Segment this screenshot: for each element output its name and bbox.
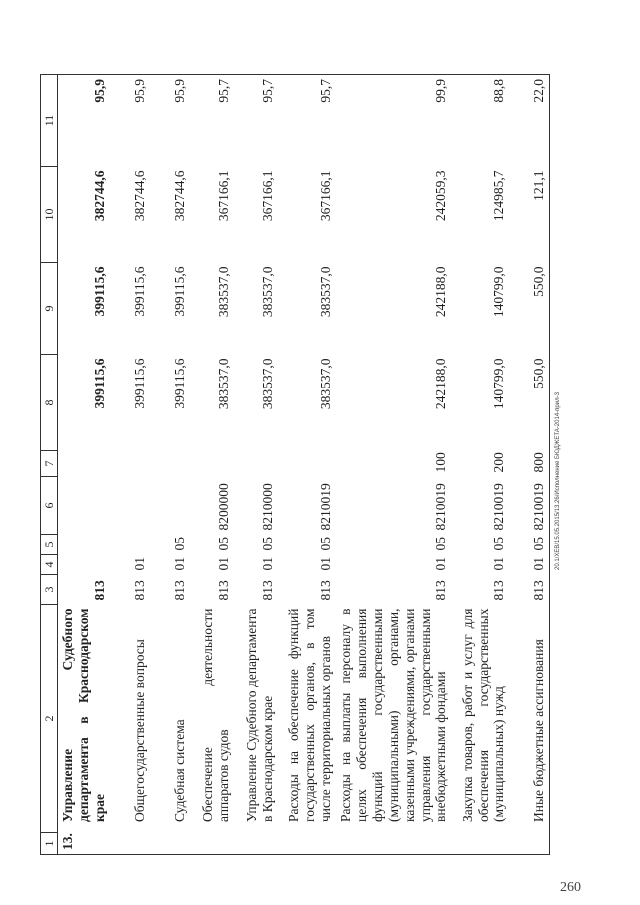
row-name-text: Иные бюджетные ассигнования <box>530 639 546 822</box>
header-cell: 6 <box>41 477 58 535</box>
planned-amount-cell: 399115,6 <box>132 266 147 317</box>
row-number: 13. <box>60 833 76 850</box>
approved-amount-cell: 383537,0 <box>216 358 231 410</box>
table-row <box>336 75 451 855</box>
row-name-cell <box>150 605 190 855</box>
planned-amount-cell: 242188,0 <box>433 266 449 318</box>
row-name-text: Управление Судебного департамента в Краснодарском крае <box>60 608 107 822</box>
row-name-cell <box>509 605 549 855</box>
planned-amount-cell: 383537,0 <box>260 266 275 318</box>
row-name-cell <box>278 605 336 855</box>
header-cell: 1 <box>41 833 58 855</box>
row-number <box>200 822 232 850</box>
row-name-cell <box>110 605 150 855</box>
subsection-code-cell: 05 <box>260 537 275 551</box>
execution-percent-cell: 95,7 <box>278 75 336 167</box>
table-row <box>110 75 150 855</box>
executed-amount-cell: 382744,6 <box>92 170 107 222</box>
table-body <box>58 75 550 855</box>
expense-type-cell <box>58 451 110 477</box>
row-name-text: Расходы на обеспечение функций государственных органов, в том числе территориальных органов <box>286 608 333 822</box>
section-code-cell: 01 <box>433 557 449 571</box>
target-article-cell: 8210019 <box>509 477 549 535</box>
admin-code-cell: 813 <box>260 580 275 601</box>
row-number <box>460 822 508 850</box>
table-row <box>451 75 509 855</box>
row-name-cell <box>190 605 234 855</box>
approved-amount-cell: 399115,6 <box>172 358 187 409</box>
admin-code-cell: 813 <box>172 580 187 601</box>
subsection-code-cell: 05 <box>509 535 549 555</box>
subsection-code-cell: 05 <box>216 537 231 551</box>
row-name-text: Обеспечение деятельности аппаратов судов <box>200 608 231 822</box>
executed-amount-cell: 121,1 <box>509 167 549 263</box>
admin-code-cell: 813 <box>216 580 231 601</box>
row-name-text: Судебная система <box>172 719 187 822</box>
header-cell: 10 <box>41 167 58 263</box>
approved-amount-cell: 140799,0 <box>491 358 507 410</box>
execution-percent-cell: 22,0 <box>509 75 549 167</box>
table-row <box>234 75 278 855</box>
row-number <box>172 822 188 850</box>
planned-amount-cell: 550,0 <box>509 263 549 355</box>
admin-code-cell: 813 <box>509 575 549 605</box>
rotated-budget-table-page <box>40 75 546 855</box>
target-article-cell: 8210019 <box>318 483 333 531</box>
target-article-cell: 8200000 <box>216 483 231 531</box>
expense-type-cell: 200 <box>491 452 507 473</box>
row-name-cell <box>234 605 278 855</box>
expense-type-cell: 800 <box>509 451 549 477</box>
header-cell: 4 <box>41 555 58 575</box>
header-cell: 9 <box>41 263 58 355</box>
row-name-cell <box>58 605 110 855</box>
document-footer-code: 20.1/ХЕВ/15.05.2015/13.26/Исполнение БЮДЖЕТА-2014-прил-3 <box>555 392 561 570</box>
subsection-code-cell: 05 <box>433 537 449 551</box>
executed-amount-cell: 242059,3 <box>433 170 449 222</box>
admin-code-cell: 813 <box>132 580 147 601</box>
planned-amount-cell: 140799,0 <box>491 266 507 318</box>
table-row <box>509 75 549 855</box>
approved-amount-cell: 399115,6 <box>92 358 107 409</box>
expense-type-cell <box>278 451 336 477</box>
row-number <box>286 822 334 850</box>
table-row <box>278 75 336 855</box>
expense-type-cell: 100 <box>433 452 449 473</box>
header-cell: 11 <box>41 75 58 167</box>
admin-code-cell: 813 <box>491 580 507 601</box>
section-code-cell: 01 <box>132 557 147 571</box>
executed-amount-cell: 124985,7 <box>491 170 507 222</box>
row-number <box>531 822 547 850</box>
executed-amount-cell: 382744,6 <box>172 170 187 222</box>
target-article-cell <box>150 477 190 535</box>
expense-type-cell <box>110 451 150 477</box>
admin-code-cell: 813 <box>433 580 449 601</box>
section-code-cell <box>58 555 110 575</box>
execution-percent-cell: 95,9 <box>150 75 190 167</box>
section-code-cell: 01 <box>491 557 507 571</box>
section-code-cell: 01 <box>260 557 275 571</box>
header-cell: 5 <box>41 535 58 555</box>
target-article-cell: 8210019 <box>433 483 449 531</box>
planned-amount-cell: 399115,6 <box>92 266 107 317</box>
table-row <box>150 75 190 855</box>
row-name-text: Расходы на выплаты персоналу в целях обеспечения выполнения функций государственными (муниципальными) органами, казенными учреждениями, органами управления государственными внебюджетными фондами <box>337 608 449 822</box>
planned-amount-cell: 383537,0 <box>318 266 333 318</box>
planned-amount-cell: 399115,6 <box>172 266 187 317</box>
section-code-cell: 01 <box>509 555 549 575</box>
execution-percent-cell: 95,9 <box>58 75 110 167</box>
target-article-cell <box>58 477 110 535</box>
column-number-header-row <box>41 75 58 855</box>
executed-amount-cell: 367166,1 <box>260 170 275 222</box>
target-article-cell <box>110 477 150 535</box>
expense-type-cell <box>234 451 278 477</box>
admin-code-cell: 813 <box>318 580 333 601</box>
subsection-code-cell <box>110 535 150 555</box>
section-code-cell: 01 <box>318 557 333 571</box>
row-name-cell <box>451 605 509 855</box>
executed-amount-cell: 367166,1 <box>318 170 333 222</box>
executed-amount-cell: 382744,6 <box>132 170 147 222</box>
execution-percent-cell: 95,7 <box>234 75 278 167</box>
table-row <box>190 75 234 855</box>
page-number: 260 <box>560 880 581 895</box>
row-name-text: Закупка товаров, работ и услуг для обеспечения государственных (муниципальных) нужд <box>459 608 507 822</box>
row-name-text: Общегосударственные вопросы <box>132 639 147 822</box>
row-number <box>338 822 449 850</box>
subsection-code-cell: 05 <box>318 537 333 551</box>
expense-type-cell <box>190 451 234 477</box>
subsection-code-cell <box>58 535 110 555</box>
approved-amount-cell: 383537,0 <box>318 358 333 410</box>
header-cell: 3 <box>41 575 58 605</box>
executed-amount-cell: 367166,1 <box>216 170 231 222</box>
execution-percent-cell: 95,7 <box>190 75 234 167</box>
approved-amount-cell: 399115,6 <box>132 358 147 409</box>
admin-code-cell: 813 <box>92 580 107 601</box>
header-cell: 2 <box>41 605 58 833</box>
header-cell: 8 <box>41 355 58 451</box>
target-article-cell: 8210019 <box>491 483 507 531</box>
header-cell: 7 <box>41 451 58 477</box>
row-number <box>244 822 276 850</box>
subsection-code-cell: 05 <box>491 537 507 551</box>
execution-percent-cell: 88,8 <box>451 75 509 167</box>
expense-type-cell <box>150 451 190 477</box>
row-name-cell <box>336 605 451 855</box>
budget-table <box>40 74 550 855</box>
section-code-cell: 01 <box>216 557 231 571</box>
execution-percent-cell: 95,9 <box>110 75 150 167</box>
approved-amount-cell: 242188,0 <box>433 358 449 410</box>
target-article-cell: 8210000 <box>260 483 275 531</box>
subsection-code-cell: 05 <box>172 537 187 551</box>
execution-percent-cell: 99,9 <box>336 75 451 167</box>
row-number <box>132 822 148 850</box>
planned-amount-cell: 383537,0 <box>216 266 231 318</box>
section-code-cell: 01 <box>172 557 187 571</box>
table-row <box>58 75 110 855</box>
row-name-text: Управление Судебного департамента в Краснодарском крае <box>244 608 275 822</box>
approved-amount-cell: 550,0 <box>509 355 549 451</box>
approved-amount-cell: 383537,0 <box>260 358 275 410</box>
